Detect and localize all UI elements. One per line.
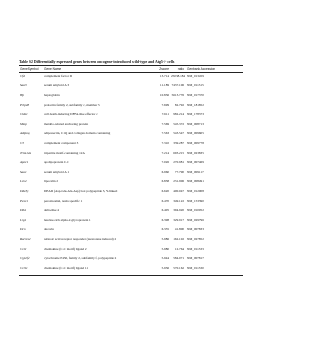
table-caption: Table S2 Differentially expressed genes between oncogene-introduced wild-type and Atg5-/- cells	[19, 60, 175, 64]
genbank-accession-cell: NM_011333	[187, 246, 204, 251]
zscore-cell: 13.714	[159, 73, 169, 78]
ratio-cell: 231.906	[173, 179, 184, 184]
zscore-cell: 6.620	[161, 189, 169, 193]
ratio-cell: 82.792	[174, 102, 184, 107]
table-row	[19, 102, 243, 108]
genbank-accession-cell: NM_013459	[187, 73, 204, 78]
ratio-cell: 329.917	[173, 217, 184, 222]
table-row	[19, 255, 243, 261]
gene-name-cell: peroxisomal, testis specific 1	[44, 198, 83, 203]
gene-name-cell: tripartite motif-containing 12A	[44, 150, 85, 155]
table-row	[19, 92, 243, 98]
gene-symbol-cell: Ddx3y	[20, 189, 29, 193]
genbank-accession-cell: NM_009117	[187, 169, 204, 174]
gene-name-cell: haptoglobin	[44, 93, 60, 97]
table-bottom-rule	[19, 275, 243, 276]
genbank-accession-cell: NM_012008	[187, 189, 204, 193]
gene-name-cell: lipocalin 2	[44, 179, 59, 184]
table-row	[19, 82, 243, 88]
ratio-cell: 545.372	[173, 121, 184, 126]
zscore-cell: 11.189	[160, 83, 169, 88]
gene-name-cell: prolactin family 2, subfamily c, member 5	[44, 102, 100, 107]
zscore-cell: 10.836	[159, 93, 169, 97]
gene-name-cell: complement component 3	[44, 141, 79, 145]
ratio-cell: 270.981	[173, 160, 184, 165]
header-gene-name: Gene Name	[44, 66, 62, 71]
table-row	[19, 150, 243, 156]
gene-symbol-cell: Cyp2f2	[20, 256, 30, 261]
ratio-cell: 543.547	[173, 131, 184, 136]
gene-symbol-cell: Saa1	[20, 169, 27, 174]
table-row	[19, 169, 243, 175]
gene-name-cell: serum amyloid A 1	[44, 169, 69, 174]
gene-name-cell: delta-like 4	[44, 208, 59, 213]
zscore-cell: 7.563	[161, 131, 169, 136]
genbank-accession-cell: NM_011315	[187, 83, 204, 88]
gene-symbol-cell: Cfd	[20, 73, 25, 78]
gene-symbol-cell: Lcn2	[20, 179, 27, 184]
ratio-cell: 400.047	[173, 189, 184, 193]
genbank-accession-cell: NM_008713	[187, 121, 204, 126]
ratio-cell: 570.162	[173, 265, 184, 270]
gene-symbol-cell: Rarres2	[20, 237, 31, 241]
table-row	[19, 159, 243, 165]
ratio-cell: 394.920	[173, 208, 184, 213]
gene-name-cell: cytochrome P450, family 2, subfamily f, polypeptide 2	[44, 256, 117, 261]
gene-name-cell: DEAD (Asp-Glu-Ala-Asp) box polypeptide 3, Y-linked	[44, 189, 118, 193]
genbank-accession-cell: NM_153390	[187, 198, 204, 203]
genbank-accession-cell: NM_023835	[187, 150, 204, 155]
header-genbank-accession: Genbank Accession	[187, 66, 216, 71]
ratio-cell: 25038.184	[171, 73, 186, 78]
ratio-cell: 7437.106	[171, 83, 184, 88]
zscore-cell: 5.986	[161, 237, 169, 241]
ratio-cell: 339.287	[173, 141, 184, 145]
genbank-accession-cell: NM_007833	[187, 227, 204, 232]
ratio-cell: 349.122	[173, 198, 184, 203]
gene-symbol-cell: Cidec	[20, 112, 28, 117]
zscore-cell: 6.838	[161, 179, 169, 184]
gene-name-cell: decorin	[44, 227, 54, 232]
genbank-accession-cell: NM_017370	[187, 93, 204, 97]
table-row	[19, 73, 243, 79]
gene-symbol-cell: Dcn	[20, 227, 26, 232]
zscore-cell: 5.936	[161, 265, 169, 270]
gene-symbol-cell: C3	[20, 141, 24, 145]
table-row	[19, 207, 243, 213]
zscore-cell: 6.398	[161, 217, 169, 222]
ratio-cell: 77.790	[174, 169, 184, 174]
table-row	[19, 236, 243, 242]
genbank-accession-cell: NM_178373	[187, 112, 204, 117]
table-row	[19, 188, 243, 194]
gene-symbol-cell: Saa3	[20, 83, 27, 88]
gene-symbol-cell: Mmp	[20, 121, 27, 126]
gene-symbol-cell: Pex11	[20, 198, 28, 203]
table-row	[19, 217, 243, 223]
ratio-cell: 162.102	[173, 237, 184, 241]
zscore-cell: 6.470	[161, 198, 169, 203]
genbank-accession-cell: NM_010052	[187, 208, 204, 213]
zscore-cell: 6.335	[161, 227, 169, 232]
gene-name-cell: retinoic acid receptor responder (tazarotene induced) 2	[44, 237, 117, 241]
zscore-cell: 5.944	[161, 256, 169, 261]
table-row	[19, 265, 243, 271]
genbank-accession-cell: NM_009778	[187, 141, 204, 145]
table-row	[19, 121, 243, 127]
genbank-accession-cell: NM_007469	[187, 160, 204, 165]
genbank-accession-cell: NM_029796	[187, 217, 204, 222]
gene-symbol-cell: Hp	[20, 93, 25, 97]
ratio-cell: 693.215	[173, 150, 184, 155]
header-zscore: Zscore	[159, 66, 169, 71]
table-row	[19, 198, 243, 204]
zscore-cell: 6.405	[161, 208, 169, 213]
ratio-cell: 584.071	[173, 256, 184, 261]
ratio-cell: 41.800	[174, 227, 184, 232]
zscore-cell: 7.214	[161, 150, 169, 155]
genbank-accession-cell: NM_181852	[187, 102, 204, 107]
gene-symbol-cell: Ccl11	[20, 265, 28, 270]
gene-name-cell: leucine-rich alpha-2-glycoprotein 1	[44, 217, 91, 222]
header-gene-symbol: GeneSymbol	[20, 66, 39, 71]
header-ratio: ratio	[177, 66, 184, 71]
gene-name-cell: chemokine (C-C motif) ligand 2	[44, 246, 87, 251]
ratio-cell: 982.214	[173, 112, 184, 117]
gene-symbol-cell: Dlk1	[20, 208, 27, 213]
table-row	[19, 111, 243, 117]
gene-name-cell: metallo-related anchoring protein	[44, 121, 89, 126]
table-row	[19, 246, 243, 252]
gene-symbol-cell: Apoc1	[20, 160, 29, 165]
gene-name-cell: serum amyloid A 3	[44, 83, 69, 88]
gene-symbol-cell: Adipoq	[20, 131, 30, 136]
zscore-cell: 7.569	[161, 121, 169, 126]
zscore-cell: 7.026	[161, 160, 169, 165]
zscore-cell: 7.611	[161, 112, 169, 117]
genbank-accession-cell: NM_027852	[187, 237, 204, 241]
table-row	[19, 226, 243, 232]
gene-symbol-cell: Prlpd3	[20, 102, 30, 107]
zscore-cell: 7.310	[161, 141, 169, 145]
table-row	[19, 130, 243, 136]
genbank-accession-cell: NM_008491	[187, 179, 204, 184]
table-row	[19, 140, 243, 146]
gene-symbol-cell: Ccl2	[20, 246, 27, 251]
zscore-cell: 6.960	[161, 169, 169, 174]
gene-name-cell: chemokine (C-C motif) ligand 11	[44, 265, 89, 270]
gene-name-cell: complement factor D	[44, 73, 73, 78]
table-row	[19, 178, 243, 184]
gene-name-cell: apolipoprotein C-I	[44, 160, 69, 165]
gene-name-cell: cell death-inducing DFFA-like effector c	[44, 112, 98, 117]
ratio-cell: 5613.776	[171, 93, 184, 97]
genbank-accession-cell: NM_007817	[187, 256, 204, 261]
gene-name-cell: adiponectin, C1Q and collagen domain containing	[44, 131, 111, 136]
genbank-accession-cell: NM_011330	[187, 265, 204, 270]
gene-symbol-cell: Trim12a	[20, 150, 32, 155]
zscore-cell: 7.699	[161, 102, 169, 107]
ratio-cell: 12.764	[174, 246, 184, 251]
genbank-accession-cell: NM_009605	[187, 131, 204, 136]
gene-symbol-cell: Lrg1	[20, 217, 27, 222]
zscore-cell: 5.980	[161, 246, 169, 251]
